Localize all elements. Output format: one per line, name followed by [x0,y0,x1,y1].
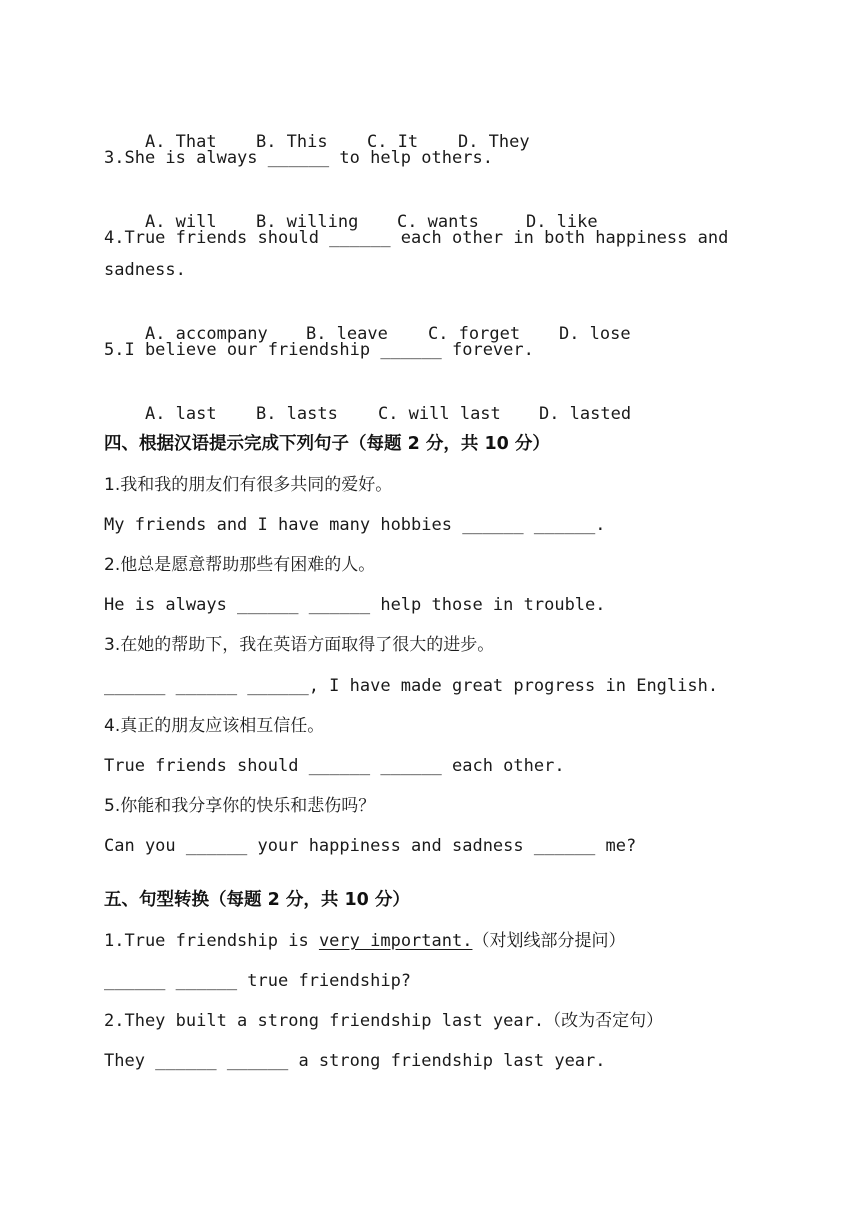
option-d: D. They [457,132,530,152]
section-4-heading: 四、根据汉语提示完成下列句子（每题 2 分，共 10 分） [104,434,550,454]
s4-item-5-english: Can you ______ your happiness and sadness ______ me? [104,836,637,856]
option-c: C. forget [427,324,521,344]
s4-item-3-english: ______ ______ ______, I have made great progress in English. [104,676,719,696]
question-3: 3.She is always ______ to help others. [104,148,493,168]
s4-item-1-english: My friends and I have many hobbies ______ ______. [104,515,606,535]
s5-item-1-prefix: 1.True friendship is [104,931,319,951]
option-d: D. lose [558,324,631,344]
option-d: D. like [525,212,598,232]
option-b: B. lasts [255,404,338,424]
s5-item-1-note: （对划线部分提问） [472,931,626,951]
s4-item-1-chinese: 1.我和我的朋友们有很多共同的爱好。 [104,475,393,495]
s5-item-1-answer: ______ ______ true friendship? [104,971,412,991]
option-a: A. will [144,212,217,232]
s4-item-4-english: True friends should ______ ______ each other. [104,756,565,776]
s4-item-3-chinese: 3.在她的帮助下，我在英语方面取得了很大的进步。 [104,635,495,655]
option-c: C. wants [396,212,479,232]
option-a: A. That [144,132,217,152]
question-4-line-1: 4.True friends should ______ each other in both happiness and [104,228,729,248]
s5-item-2-answer: They ______ ______ a strong friendship last year. [104,1051,606,1071]
s4-item-2-english: He is always ______ ______ help those in trouble. [104,595,606,615]
option-b: B. This [255,132,328,152]
question-4-line-2: sadness. [104,260,186,280]
s4-item-4-chinese: 4.真正的朋友应该相互信任。 [104,716,325,736]
s5-item-2 [104,1009,663,1033]
option-d: D. lasted [538,404,632,424]
s4-item-2-chinese: 2.他总是愿意帮助那些有困难的人。 [104,555,376,575]
s5-item-2-note: （改为否定句） [544,1011,664,1031]
option-b: B. willing [255,212,359,232]
s5-item-1 [104,929,625,953]
option-a: A. accompany [144,324,268,344]
s4-item-5-chinese: 5.你能和我分享你的快乐和悲伤吗？ [104,796,376,816]
option-b: B. leave [305,324,388,344]
section-5-heading: 五、句型转换（每题 2 分，共 10 分） [104,890,410,910]
s5-item-1-underlined: very important. [318,931,473,951]
option-c: C. will last [377,404,501,424]
question-5: 5.I believe our friendship ______ forever. [104,340,534,360]
option-c: C. It [366,132,419,152]
option-a: A. last [144,404,217,424]
s5-item-2-text: 2.They built a strong friendship last year. [104,1011,545,1031]
